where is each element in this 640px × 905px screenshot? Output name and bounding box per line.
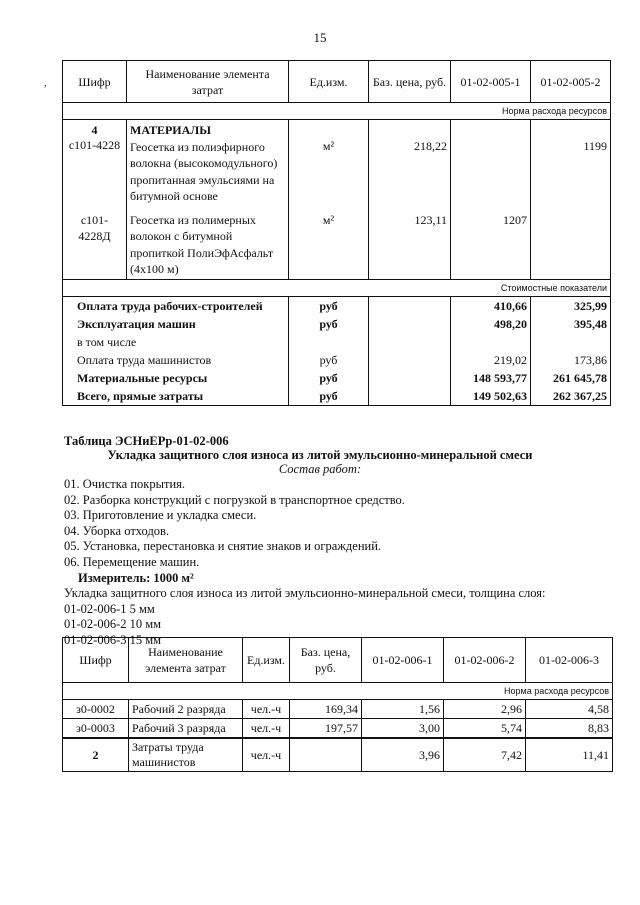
section-title: МАТЕРИАЛЫ <box>130 123 211 137</box>
cost-row <box>63 369 611 387</box>
cost-name: Оплата труда рабочих-строителей <box>63 296 289 315</box>
cost-unit: руб <box>289 369 369 387</box>
variant-item: 01-02-006-2 10 мм <box>64 617 162 632</box>
value-cell: 1,56 <box>362 700 444 719</box>
unit-cell: м² <box>289 120 369 206</box>
cost-row <box>63 333 611 351</box>
cost-value: 219,02 <box>451 351 531 369</box>
cost-value: 173,86 <box>531 351 611 369</box>
header-cell: 01-02-006-2 <box>444 638 526 683</box>
cost-unit: руб <box>289 296 369 315</box>
value-cell: 2,96 <box>444 700 526 719</box>
resource-table-006 <box>62 637 613 772</box>
resource-name: Рабочий 2 разряда <box>129 700 243 719</box>
measure-unit: Измеритель: 1000 м² <box>78 570 194 585</box>
norm-row <box>63 683 613 700</box>
cost-unit: руб <box>289 351 369 369</box>
cost-row <box>63 296 611 315</box>
work-item: 03. Приготовление и укладка смеси. <box>64 508 257 523</box>
cost-name: Эксплуатация машин <box>63 315 289 333</box>
header-cell: 01-02-005-1 <box>451 61 531 103</box>
resource-name: Геосетка из полиэфирного волокна (высокомодульного) пропитанная эмульсиями на битумной основе <box>130 139 278 203</box>
table-header-row <box>63 61 611 103</box>
price-cell <box>290 738 362 772</box>
value-cell: 1199 <box>531 120 611 206</box>
value-cell: 1207 <box>451 206 531 280</box>
resource-code: с101-4228Д <box>63 206 127 280</box>
header-cell: Шифр <box>63 61 127 103</box>
section-title: Укладка защитного слоя износа из литой эмульсионно-минеральной смеси <box>107 448 533 462</box>
work-item: 06. Перемещение машин. <box>64 554 200 569</box>
variant-item: 01-02-006-3 15 мм <box>64 632 162 647</box>
resource-name: Рабочий 3 разряда <box>129 719 243 739</box>
norm-row <box>63 103 611 120</box>
cost-name: Материальные ресурсы <box>63 369 289 387</box>
price-cell <box>369 369 451 387</box>
price-cell: 169,34 <box>290 700 362 719</box>
resource-table-005 <box>62 60 611 406</box>
value-cell <box>531 206 611 280</box>
page-number: 15 <box>313 30 327 45</box>
work-list <box>64 477 546 649</box>
header-cell: Ед.изм. <box>289 61 369 103</box>
cost-name: Оплата труда машинистов <box>63 351 289 369</box>
cost-row <box>63 315 611 333</box>
row-name <box>127 120 289 206</box>
price-cell <box>369 387 451 406</box>
unit-cell: чел.-ч <box>243 719 290 739</box>
table-header-row <box>63 638 613 683</box>
norm-label: Норма расхода ресурсов <box>63 683 613 700</box>
header-cell: Наименование элемента затрат <box>129 638 243 683</box>
cost-value: 149 502,63 <box>451 387 531 406</box>
row-code <box>63 120 127 206</box>
table-row <box>63 206 611 280</box>
cost-value: 261 645,78 <box>531 369 611 387</box>
price-cell <box>369 315 451 333</box>
resource-code: з0-0003 <box>63 719 129 739</box>
cost-value: 148 593,77 <box>451 369 531 387</box>
resource-name: Геосетка из полимерных волокон с битумной пропиткой ПолиЭфАсфальт (4х100 м) <box>127 206 289 280</box>
cost-unit: руб <box>289 315 369 333</box>
cost-value: 410,66 <box>451 296 531 315</box>
cost-value: 325,99 <box>531 296 611 315</box>
price-cell <box>369 296 451 315</box>
header-cell: Баз. цена, руб. <box>369 61 451 103</box>
total-code: 2 <box>63 738 129 772</box>
variant-item: 01-02-006-1 5 мм <box>64 601 155 616</box>
work-item: 04. Уборка отходов. <box>64 523 170 538</box>
resource-code: с101-4228 <box>68 138 121 152</box>
unit-cell: чел.-ч <box>243 738 290 772</box>
header-cell: Шифр <box>63 638 129 683</box>
section-subtitle: Состав работ: <box>278 462 362 476</box>
table-row <box>63 120 611 206</box>
work-item: 02. Разборка конструкций с погрузкой в транспортное средство. <box>64 492 405 507</box>
header-cell: Баз. цена, руб. <box>290 638 362 683</box>
section-number: 4 <box>91 123 98 137</box>
header-cell: Ед.изм. <box>243 638 290 683</box>
cost-value: 395,48 <box>531 315 611 333</box>
cost-name: в том числе <box>63 333 289 351</box>
total-row <box>63 738 613 772</box>
price-cell: 197,57 <box>290 719 362 739</box>
price-cell <box>369 351 451 369</box>
work-description: Укладка защитного слоя износа из литой эмульсионно-минеральной смеси, толщина слоя: <box>64 586 546 601</box>
value-cell: 3,96 <box>362 738 444 772</box>
header-cell: 01-02-006-3 <box>526 638 613 683</box>
table-row <box>63 700 613 719</box>
norm-label: Норма расхода ресурсов <box>63 103 611 120</box>
value-cell: 8,83 <box>526 719 613 739</box>
price-cell <box>369 333 451 351</box>
cost-row <box>63 387 611 406</box>
value-cell: 5,74 <box>444 719 526 739</box>
cost-name: Всего, прямые затраты <box>63 387 289 406</box>
price-cell: 123,11 <box>369 206 451 280</box>
unit-cell: м² <box>289 206 369 280</box>
resource-code: з0-0002 <box>63 700 129 719</box>
cost-label: Стоимостные показатели <box>63 279 611 296</box>
unit-cell: чел.-ч <box>243 700 290 719</box>
cost-value <box>531 333 611 351</box>
value-cell: 3,00 <box>362 719 444 739</box>
cost-value: 498,20 <box>451 315 531 333</box>
header-cell: 01-02-006-1 <box>362 638 444 683</box>
work-item: 05. Установка, перестановка и снятие знаков и ограждений. <box>64 539 382 554</box>
table-id: Таблица ЭСНиЕРр-01-02-006 <box>64 434 229 448</box>
work-item: 01. Очистка покрытия. <box>64 477 186 491</box>
cost-unit <box>289 333 369 351</box>
value-cell: 7,42 <box>444 738 526 772</box>
header-cell: Наименование элемента затрат <box>127 61 289 103</box>
cost-value <box>451 333 531 351</box>
value-cell: 4,58 <box>526 700 613 719</box>
cost-value: 262 367,25 <box>531 387 611 406</box>
cost-unit: руб <box>289 387 369 406</box>
value-cell <box>451 120 531 206</box>
value-cell: 11,41 <box>526 738 613 772</box>
cost-label-row <box>63 279 611 296</box>
margin-mark: , <box>44 78 47 89</box>
cost-row <box>63 351 611 369</box>
total-name: Затраты труда машинистов <box>129 738 243 772</box>
price-cell: 218,22 <box>369 120 451 206</box>
table-row <box>63 719 613 739</box>
header-cell: 01-02-005-2 <box>531 61 611 103</box>
